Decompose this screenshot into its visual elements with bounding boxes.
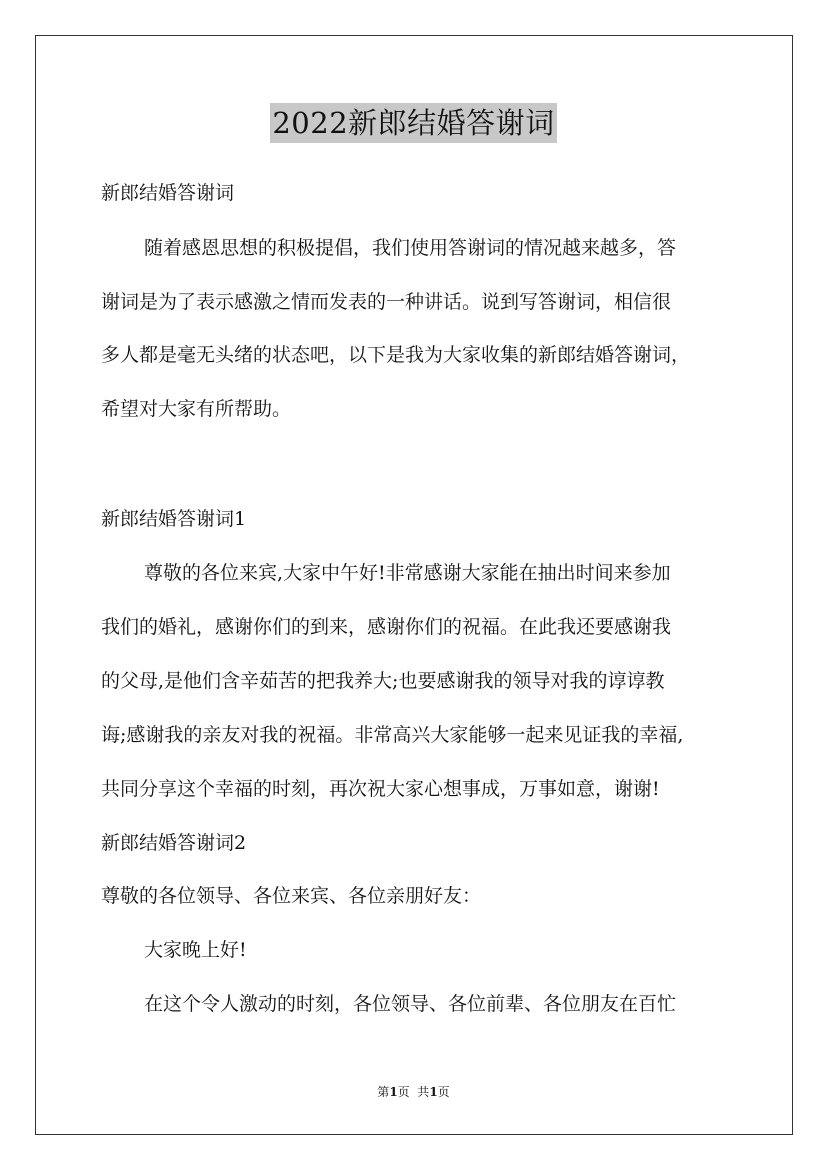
- footer-page-suffix: 页: [437, 1085, 450, 1099]
- footer-page-total: 1: [429, 1085, 438, 1099]
- paragraph-line: 在这个令人激动的时刻，各位领导、各位前辈、各位朋友在百忙: [144, 993, 677, 1015]
- paragraph-line: 谢词是为了表示感激之情而发表的一种讲话。说到写答谢词，相信很: [101, 291, 672, 313]
- footer-page-mid: 页 共: [397, 1085, 430, 1099]
- section-heading: 新郎结婚答谢词: [101, 182, 235, 204]
- paragraph-line: 诲;感谢我的亲友对我的祝福。非常高兴大家能够一起来见证我的幸福,: [101, 724, 684, 746]
- paragraph-line: 希望对大家有所帮助。: [101, 398, 292, 420]
- paragraph-line: 尊敬的各位领导、各位来宾、各位亲朋好友：: [101, 885, 482, 907]
- paragraph-line: 大家晚上好!: [144, 939, 247, 961]
- section-heading: 新郎结婚答谢词1: [101, 508, 247, 530]
- document-title: 2022新郎结婚答谢词: [270, 103, 556, 143]
- paragraph-line: 尊敬的各位来宾,大家中午好!非常感谢大家能在抽出时间来参加: [144, 562, 671, 584]
- section-heading: 新郎结婚答谢词2: [101, 832, 247, 854]
- paragraph-line: 随着感恩思想的积极提倡，我们使用答谢词的情况越来越多，答: [144, 237, 677, 259]
- title-container: [0, 103, 827, 143]
- footer-page-current: 1: [389, 1085, 398, 1099]
- paragraph-line: 共同分享这个幸福的时刻，再次祝大家心想事成，万事如意，谢谢!: [101, 778, 660, 800]
- paragraph-line: 多人都是毫无头绪的状态吧，以下是我为大家收集的新郎结婚答谢词，: [101, 344, 691, 366]
- page-footer: [0, 1084, 827, 1100]
- paragraph-line: 我们的婚礼，感谢你们的到来，感谢你们的祝福。在此我还要感谢我: [101, 616, 672, 638]
- paragraph-line: 的父母,是他们含辛茹苦的把我养大;也要感谢我的领导对我的谆谆教: [101, 670, 665, 692]
- footer-page-prefix: 第: [377, 1085, 390, 1099]
